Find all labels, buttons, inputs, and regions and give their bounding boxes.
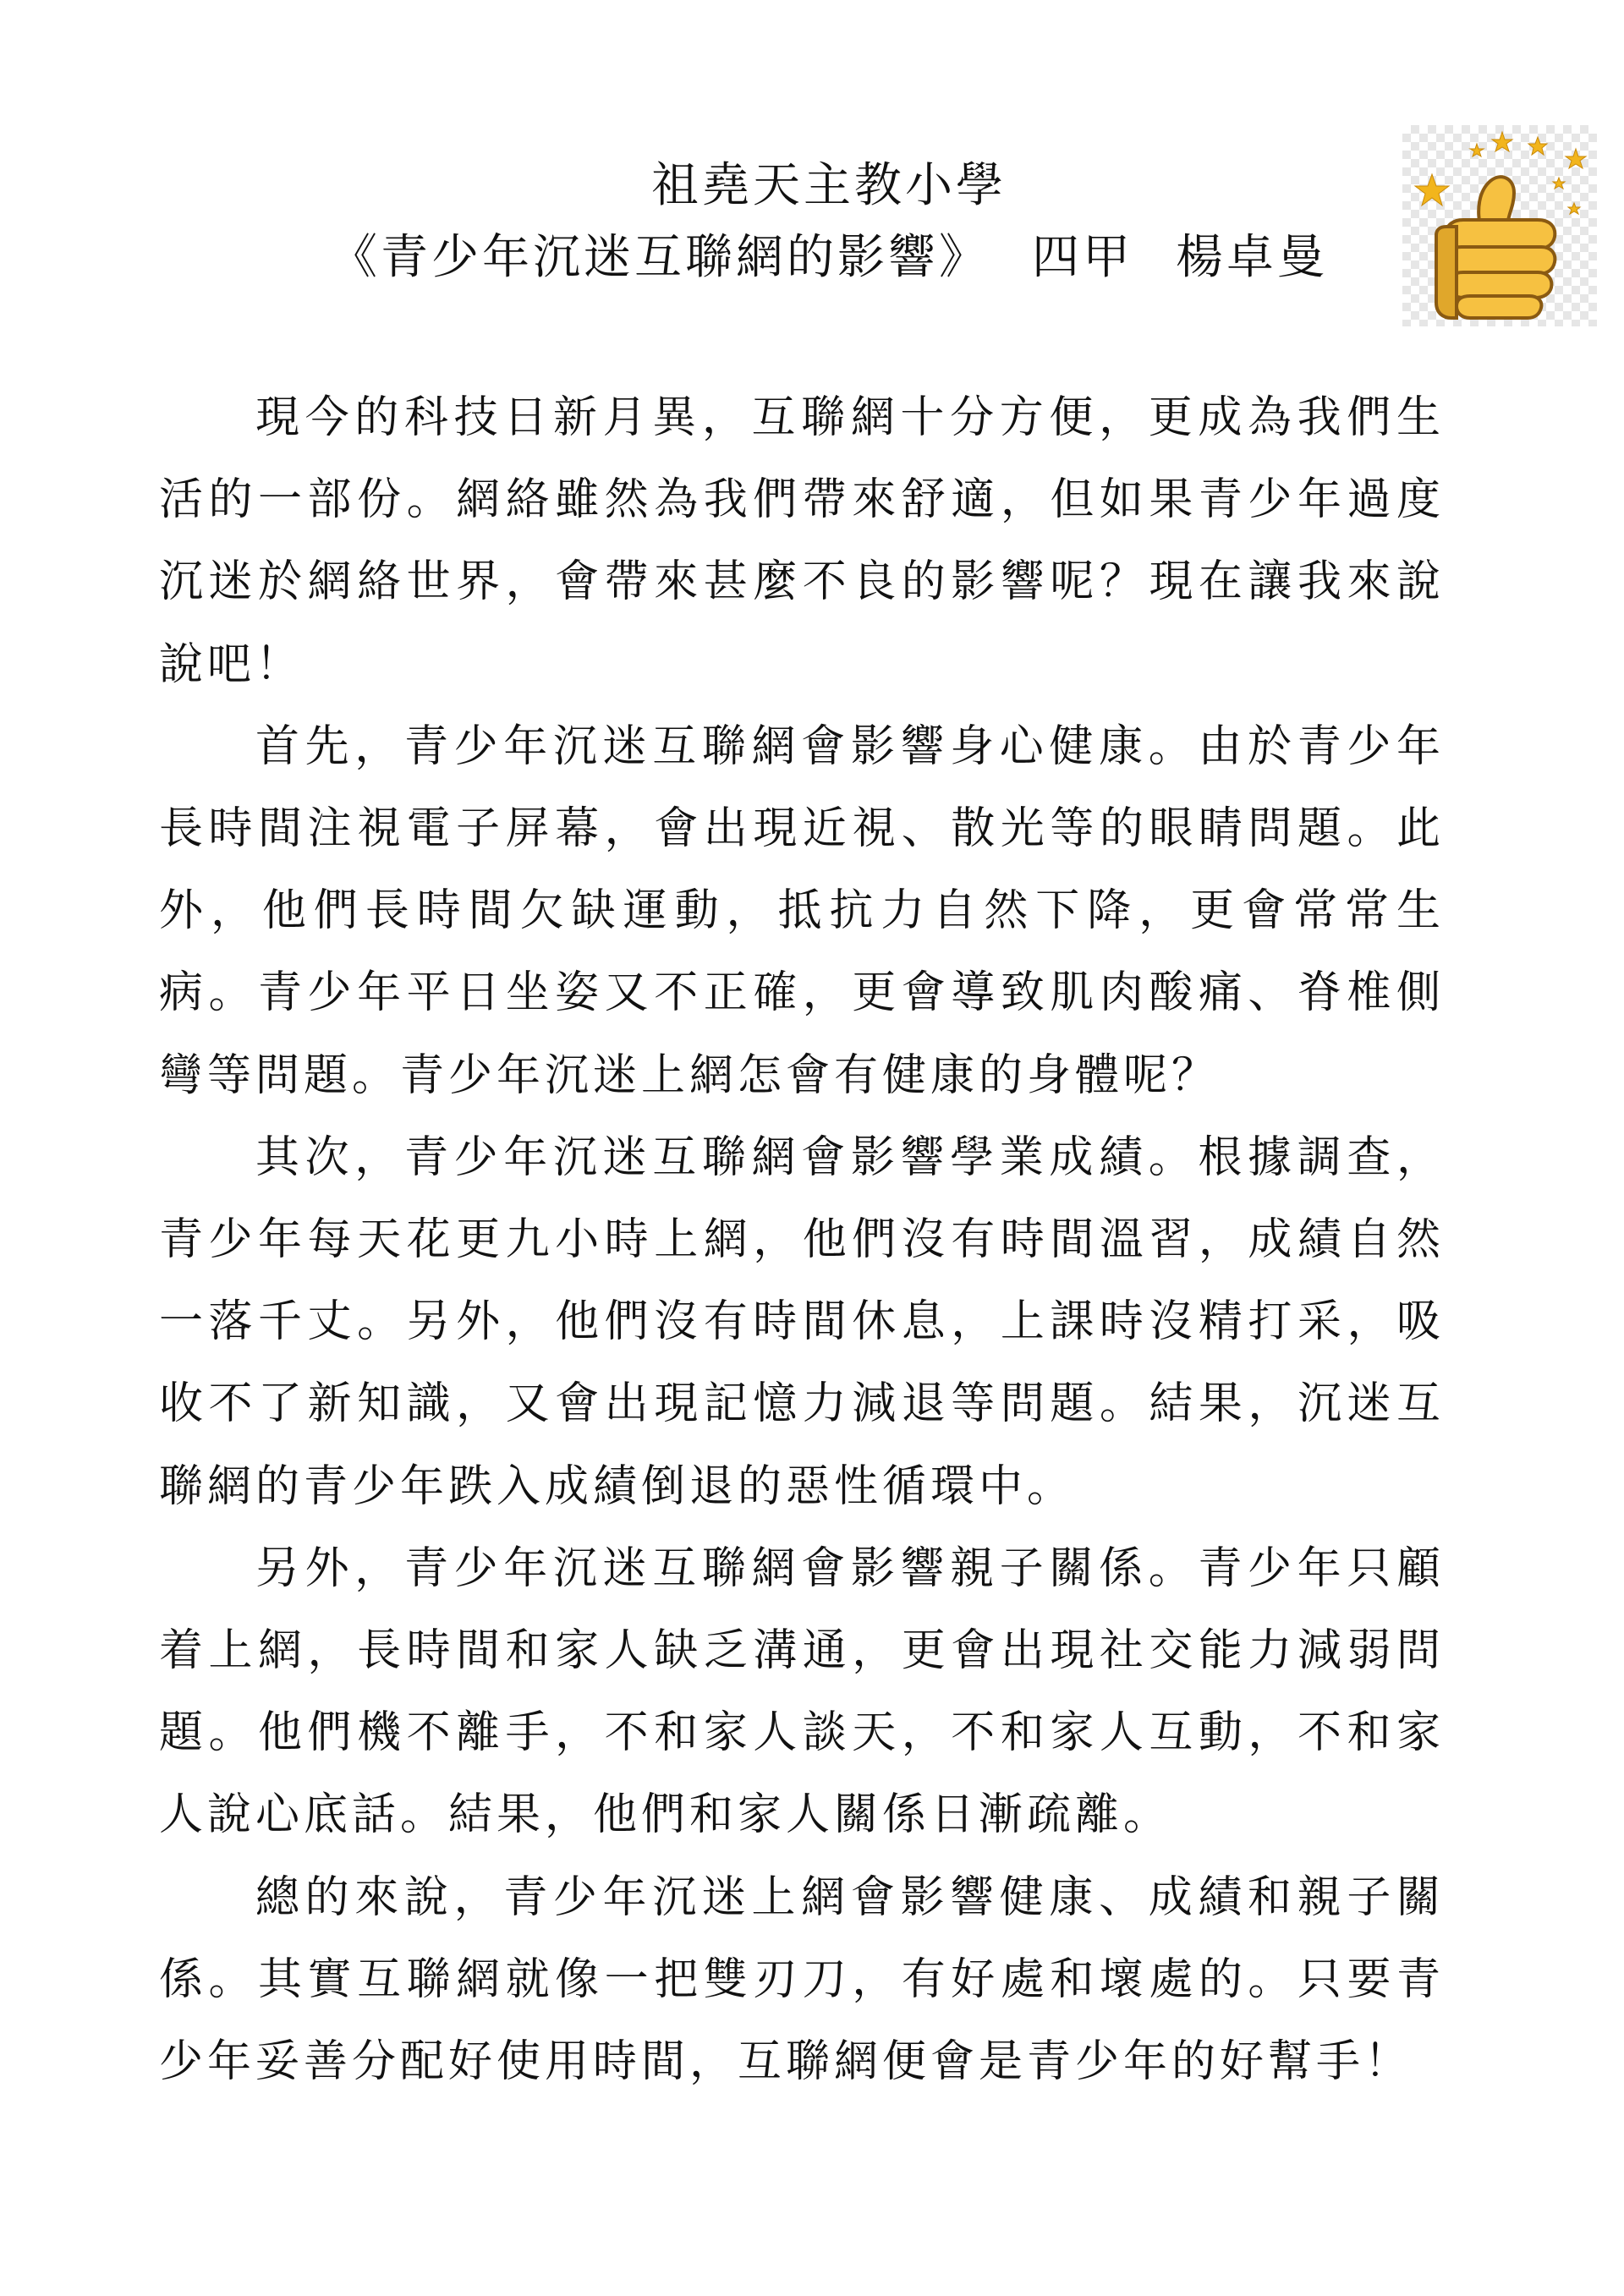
thumbs-up-sticker <box>1402 125 1597 326</box>
document-header <box>0 152 1624 296</box>
essay-paragraph-family: 另外，青少年沉迷互聯網會影響親子關係。青少年只顧着上網，長時間和家人缺乏溝通，更會出現社交能力減弱問題。他們機不離手，不和家人談天，不和家人互動，不和家人說心底話。結果，他們和家人關係日漸疏離。 <box>159 1543 1445 1841</box>
star-icon <box>1553 178 1565 189</box>
student-name: 楊卓曼 <box>1176 230 1328 285</box>
star-icon <box>1528 137 1547 155</box>
essay-body <box>159 377 1445 2103</box>
star-icon <box>1470 144 1484 156</box>
star-icon <box>1568 203 1580 214</box>
essay-title: 《青少年沉迷互聯網的影響》 <box>330 230 990 285</box>
star-icon <box>1566 149 1586 168</box>
star-icon <box>1492 132 1512 151</box>
essay-paragraph-health: 首先，青少年沉迷互聯網會影響身心健康。由於青少年長時間注視電子屏幕，會出現近視、散光等的眼睛問題。此外，他們長時間欠缺運動，抵抗力自然下降，更會常常生病。青少年平日坐姿又不正確，更會導致肌肉酸痛、脊椎側彎等問題。青少年沉迷上網怎會有健康的身體呢？ <box>159 721 1445 1101</box>
title-line <box>34 220 1624 296</box>
essay-paragraph-conclusion: 總的來說，青少年沉迷上網會影響健康、成績和親子關係。其實互聯網就像一把雙刃刀，有好處和壞處的。只要青少年妥善分配好使用時間，互聯網便會是青少年的好幫手！ <box>159 1871 1445 2088</box>
star-icon <box>1415 174 1449 205</box>
essay-paragraph-intro: 現今的科技日新月異，互聯網十分方便，更成為我們生活的一部份。網絡雖然為我們帶來舒適，但如果青少年過度沉迷於網絡世界，會帶來甚麼不良的影響呢？現在讓我來說說吧！ <box>159 392 1445 690</box>
student-class: 四甲 <box>1032 230 1133 285</box>
thumbs-up-icon <box>1402 125 1597 326</box>
essay-paragraph-study: 其次，青少年沉迷互聯網會影響學業成績。根據調查，青少年每天花更九小時上網，他們沒有時間溫習，成績自然一落千丈。另外，他們沒有時間休息，上課時沒精打采，吸收不了新知識，又會出現記憶力減退等問題。結果，沉迷互聯網的青少年跌入成績倒退的惡性循環中。 <box>159 1132 1445 1512</box>
school-name: 祖堯天主教小學 <box>651 158 1007 213</box>
